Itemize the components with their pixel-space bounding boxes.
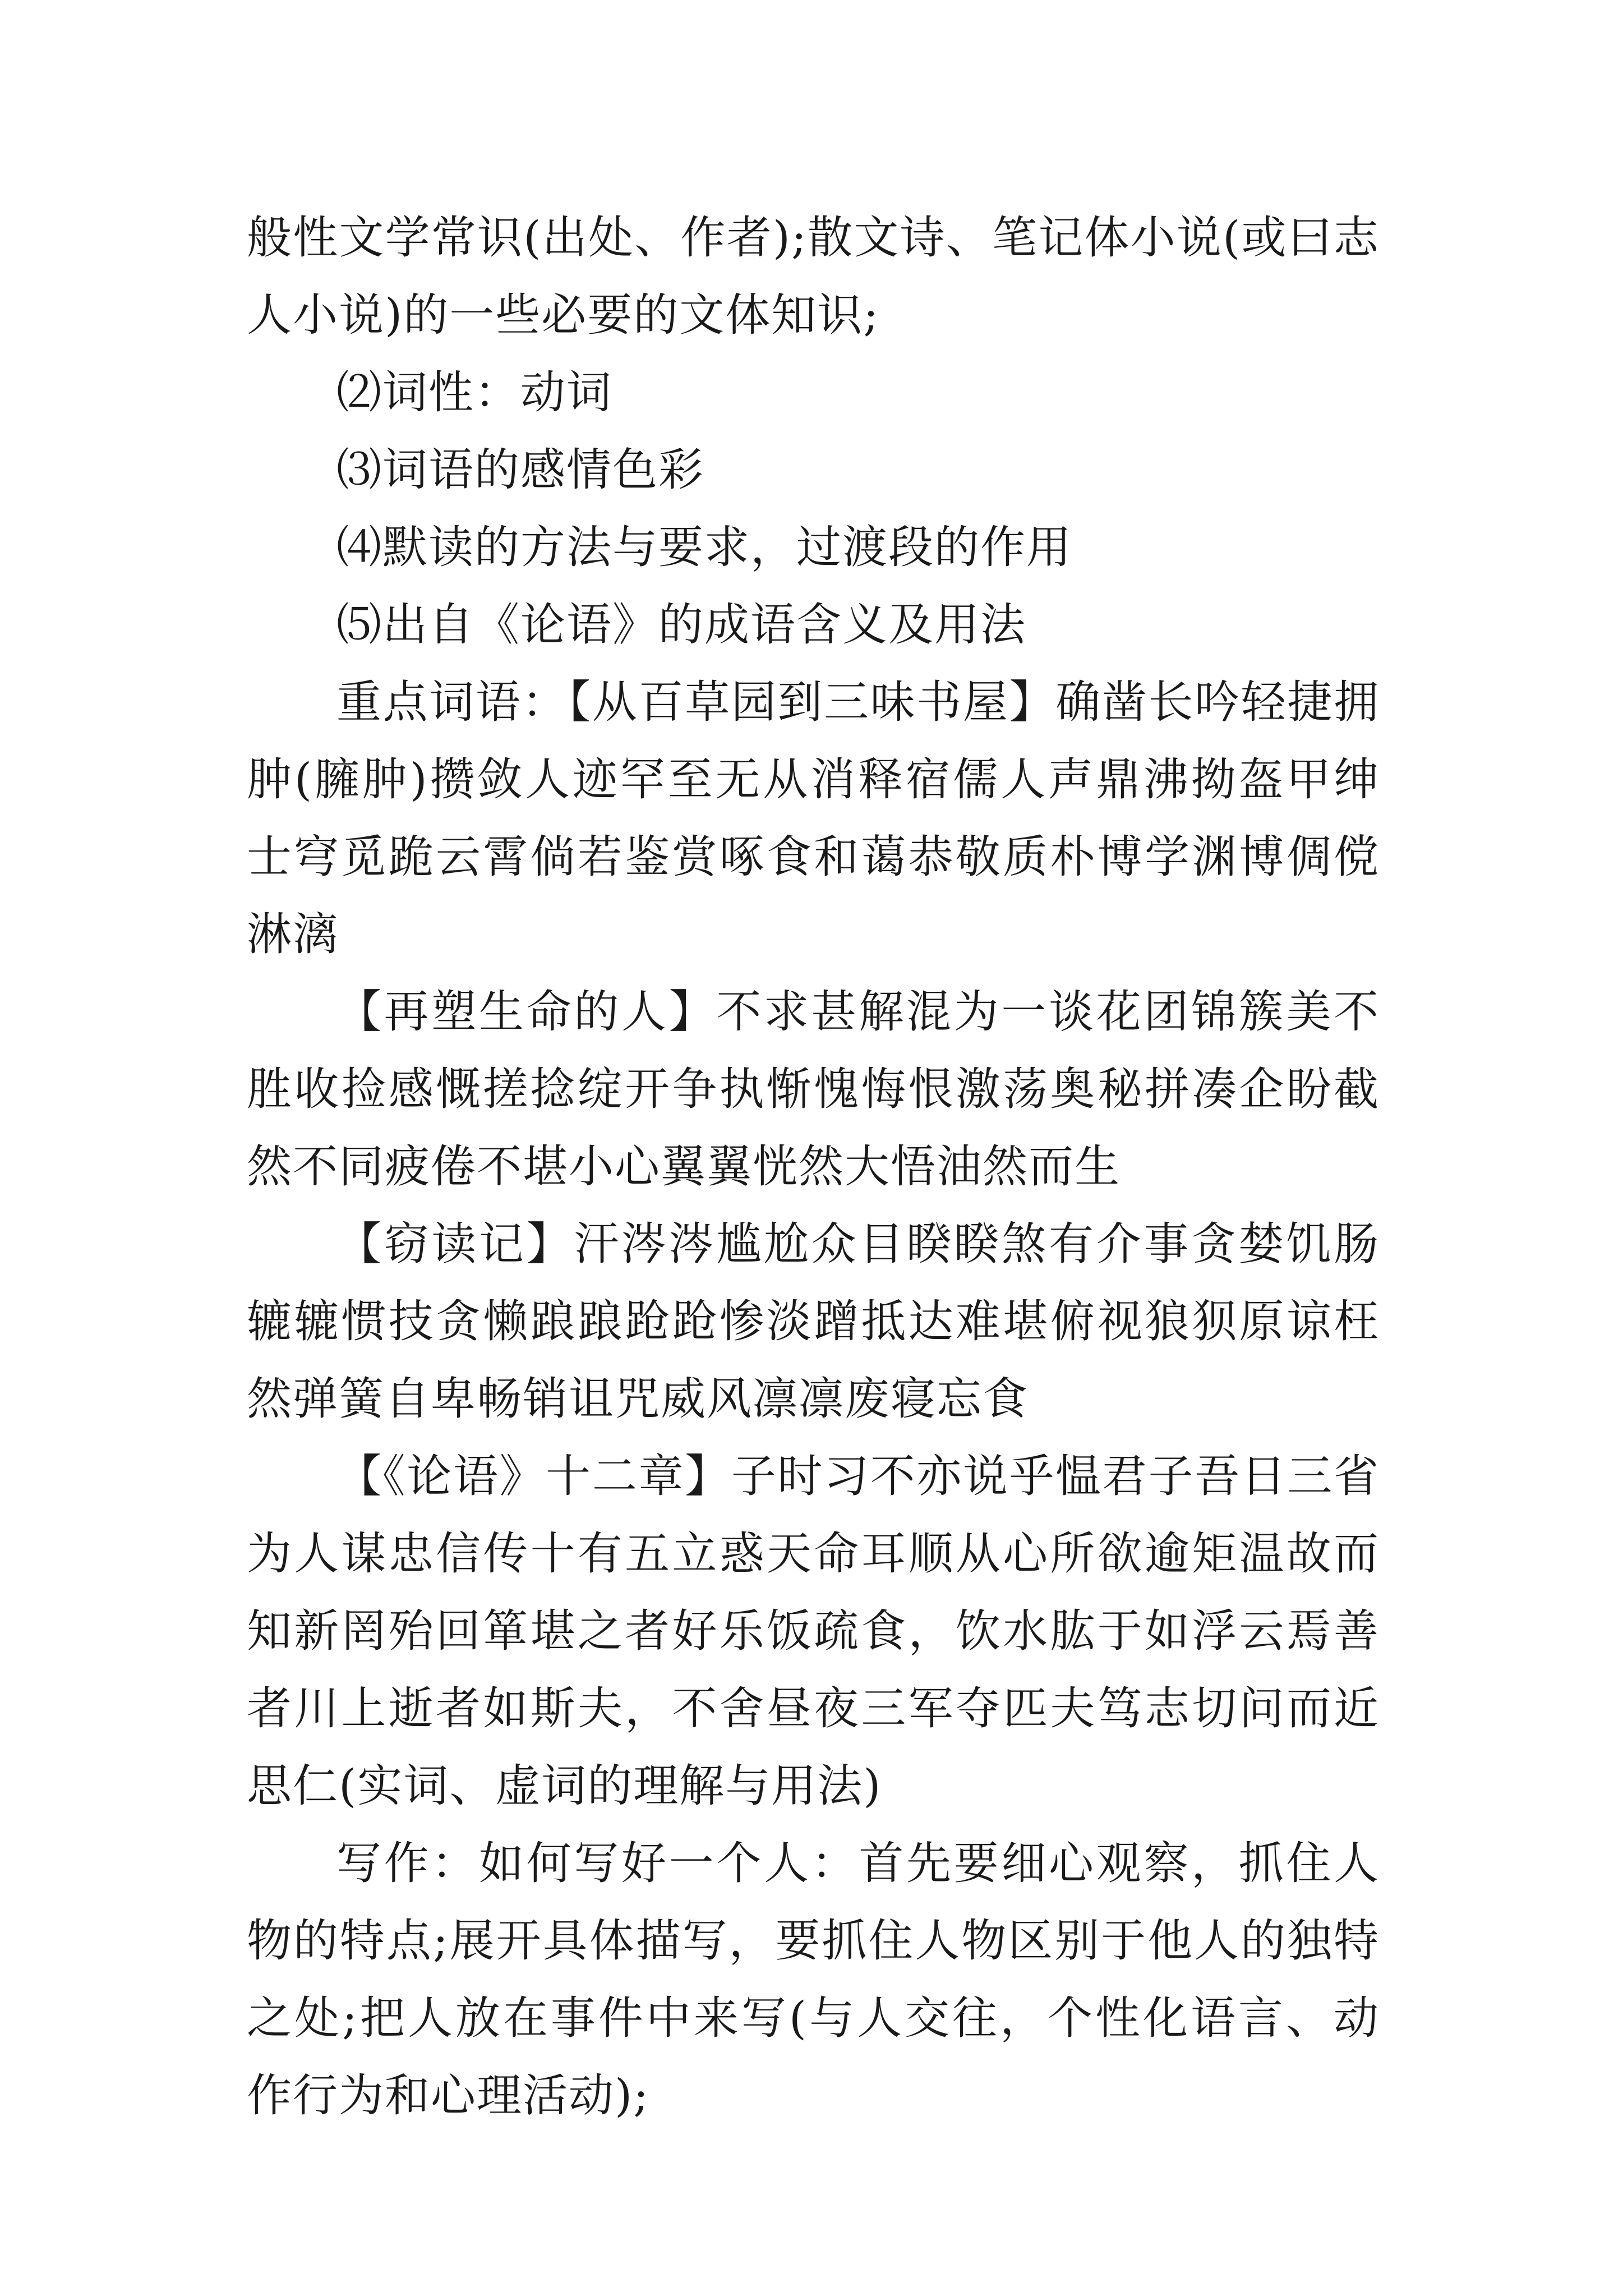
list-item-analects-idioms: ⑸出自《论语》的成语含义及用法 (336, 599, 1026, 651)
list-item-part-of-speech: ⑵词性：动词 (336, 366, 612, 418)
paragraph-writing: 写作：如何写好一个人：首先要细心观察，抓住人物的特点;展开具体描写，要抓住人物区别于他人的独特之处;把人放在事件中来写(与人交往，个性化语言、动作行为和心理活动); (247, 1837, 1380, 2122)
paragraph-key-words-baicaoyuan: 重点词语：【从百草园到三味书屋】确凿长吟轻捷拥肿(臃肿)攒敛人迹罕至无从消释宿儒人声鼎沸拗盔甲绅士穹觅跪云霄倘若鉴赏啄食和蔼恭敬质朴博学渊博倜傥淋漓 (247, 676, 1380, 960)
list-item-silent-reading: ⑷默读的方法与要求，过渡段的作用 (336, 521, 1072, 573)
document-body (247, 199, 1380, 2134)
paragraph-key-words-lunyu: 【《论语》十二章】子时习不亦说乎愠君子吾日三省为人谋忠信传十有五立惑天命耳顺从心所欲逾矩温故而知新罔殆回箪堪之者好乐饭疏食，饮水肱于如浮云焉善者川上逝者如斯夫，不舍昼夜三军夺匹夫笃志切问而近思仁(实词、虚词的理解与用法) (247, 1450, 1380, 1812)
paragraph-literary-knowledge: 般性文学常识(出处、作者);散文诗、笔记体小说(或曰志人小说)的一些必要的文体知识; (247, 211, 1380, 341)
list-item-word-emotion: ⑶词语的感情色彩 (336, 444, 704, 496)
paragraph-key-words-zaisu: 【再塑生命的人】不求甚解混为一谈花团锦簇美不胜收捡感慨搓捻绽开争执惭愧悔恨激荡奥秘拼凑企盼截然不同疲倦不堪小心翼翼恍然大悟油然而生 (247, 986, 1380, 1193)
paragraph-key-words-qiedu: 【窃读记】汗涔涔尴尬众目睽睽煞有介事贪婪饥肠辘辘惯技贪懒踉踉跄跄惨淡蹭抵达难堪俯视狼狈原谅枉然弹簧自卑畅销诅咒威风凛凛废寝忘食 (247, 1218, 1380, 1425)
